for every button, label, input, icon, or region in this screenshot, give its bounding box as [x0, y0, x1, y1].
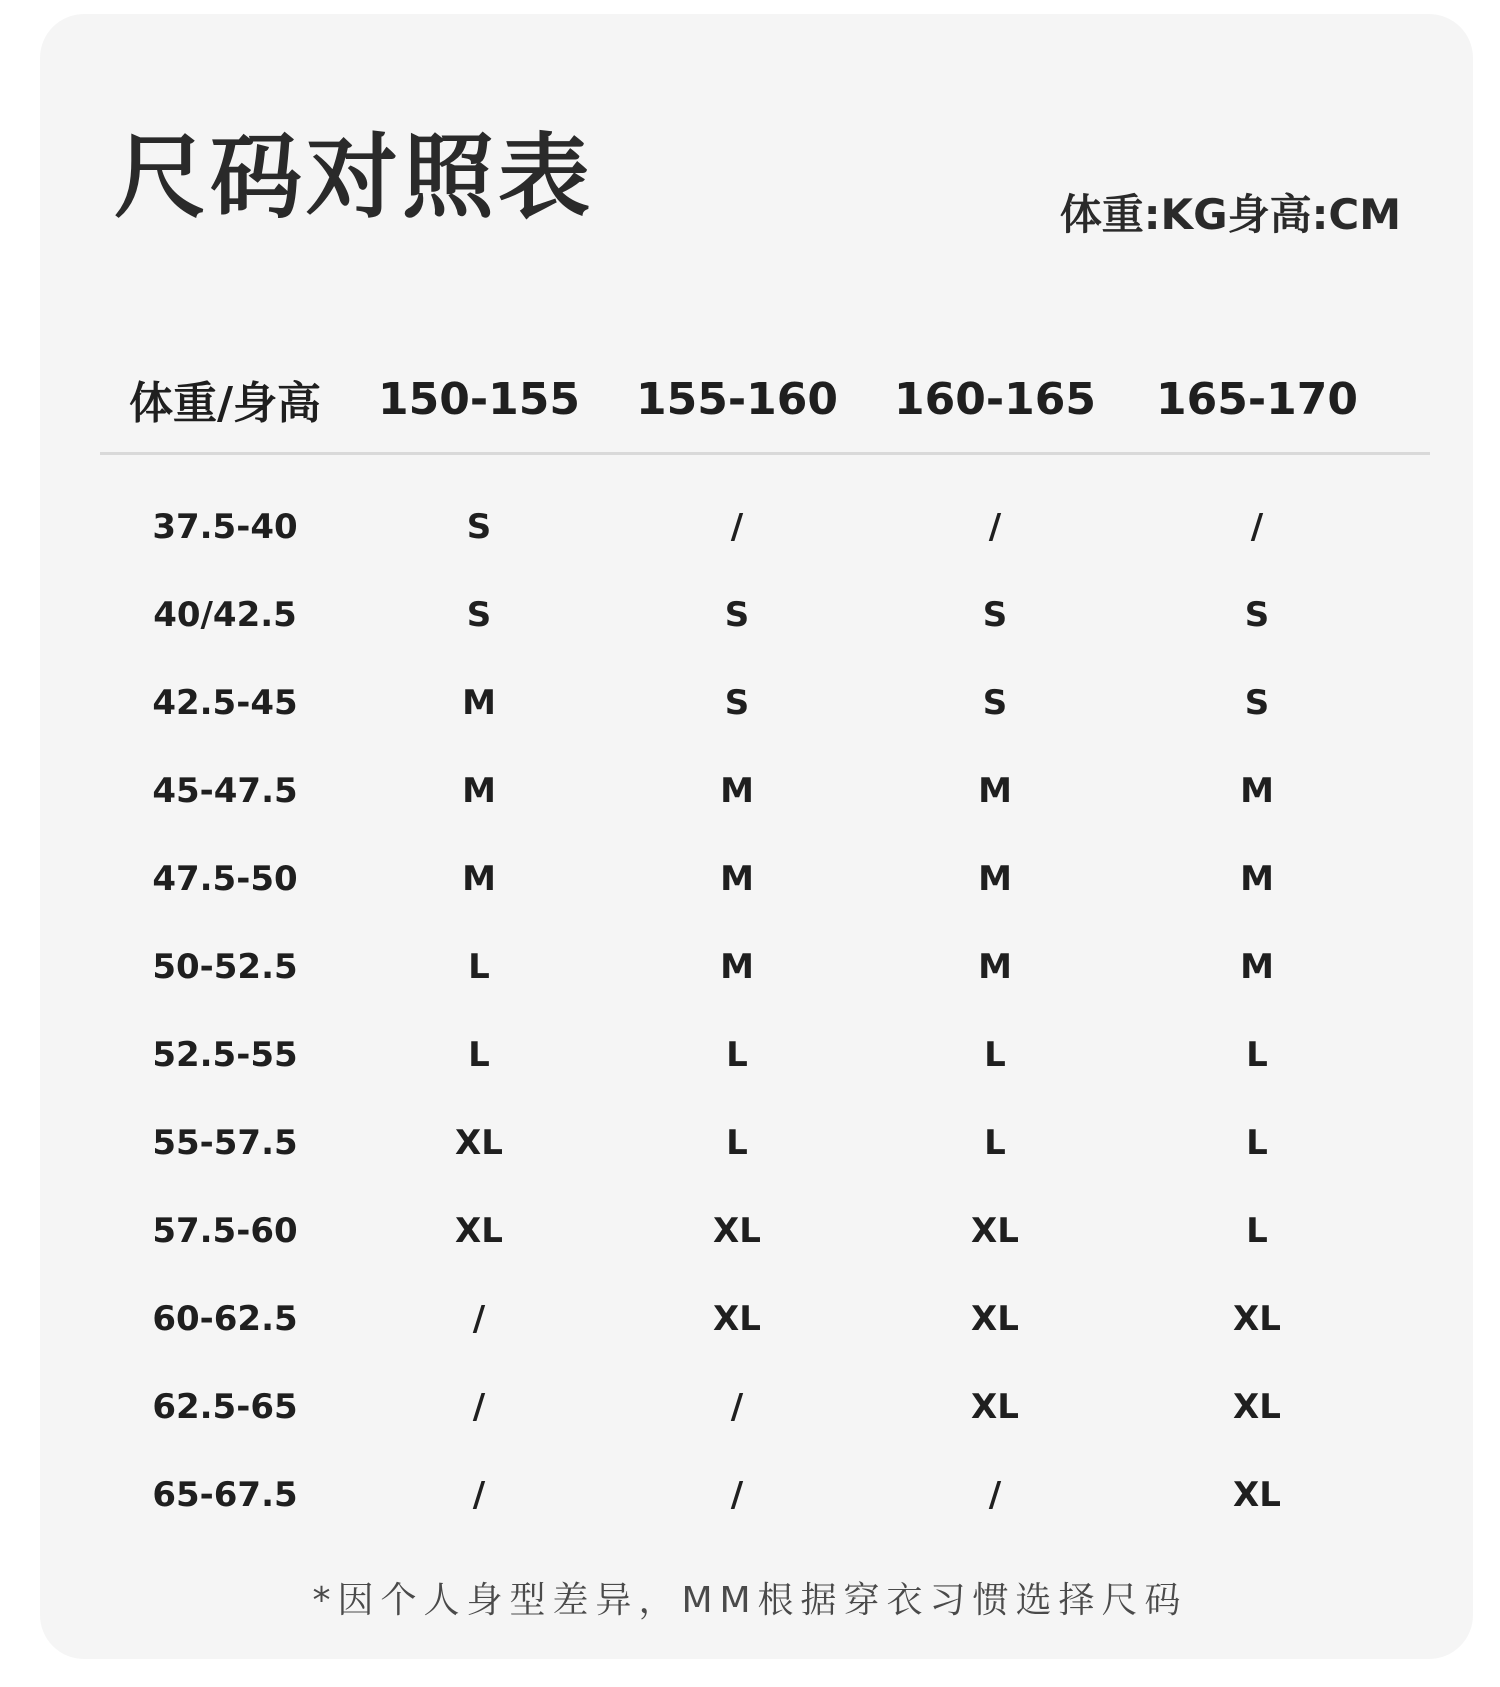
weight-cell: 52.5-55 — [152, 1035, 298, 1075]
header-height-4: 165-170 — [1156, 373, 1358, 425]
weight-cell: 65-67.5 — [152, 1475, 298, 1515]
size-cell: / — [988, 1475, 1002, 1515]
size-cell: XL — [971, 1387, 1019, 1427]
size-cell: L — [1246, 1035, 1268, 1075]
size-cell: M — [462, 771, 496, 811]
size-cell: XL — [1233, 1299, 1281, 1339]
page-title: 尺码对照表 — [114, 124, 595, 231]
size-cell: S — [1244, 595, 1270, 635]
size-cell: M — [462, 859, 496, 899]
weight-cell: 62.5-65 — [152, 1387, 298, 1427]
weight-cell: 45-47.5 — [152, 771, 298, 811]
size-cell: / — [730, 507, 744, 547]
table-row — [100, 1099, 1430, 1187]
size-cell: / — [472, 1299, 486, 1339]
size-cell: / — [730, 1387, 744, 1427]
footnote: *因个人身型差异，MM根据穿衣习惯选择尺码 — [312, 1580, 1188, 1621]
weight-cell: 47.5-50 — [152, 859, 298, 899]
size-cell: S — [982, 595, 1008, 635]
size-cell: / — [730, 1475, 744, 1515]
size-cell: M — [720, 859, 754, 899]
size-cell: M — [462, 683, 496, 723]
size-cell: / — [472, 1475, 486, 1515]
size-cell: XL — [1233, 1387, 1281, 1427]
size-cell: L — [1246, 1123, 1268, 1163]
header-divider — [100, 452, 1430, 455]
weight-cell: 60-62.5 — [152, 1299, 298, 1339]
table-row — [100, 571, 1430, 659]
size-cell: S — [466, 507, 492, 547]
size-cell: S — [1244, 683, 1270, 723]
table-row — [100, 747, 1430, 835]
size-cell: XL — [455, 1211, 503, 1251]
units-note: 体重:KG身高:CM — [1059, 190, 1401, 239]
table-row — [100, 1011, 1430, 1099]
size-cell: L — [984, 1035, 1006, 1075]
weight-cell: 50-52.5 — [152, 947, 298, 987]
size-cell: L — [468, 947, 490, 987]
weight-cell: 42.5-45 — [152, 683, 298, 723]
size-cell: M — [1240, 947, 1274, 987]
table-row — [100, 1275, 1430, 1363]
size-table — [100, 354, 1430, 1539]
size-cell: L — [726, 1035, 748, 1075]
weight-cell: 55-57.5 — [152, 1123, 298, 1163]
table-row — [100, 659, 1430, 747]
table-row — [100, 1187, 1430, 1275]
header-height-2: 155-160 — [636, 373, 838, 425]
size-cell: M — [720, 947, 754, 987]
table-row — [100, 483, 1430, 571]
table-row — [100, 923, 1430, 1011]
header-height-3: 160-165 — [894, 373, 1096, 425]
weight-cell: 57.5-60 — [152, 1211, 298, 1251]
size-cell: S — [724, 683, 750, 723]
size-cell: XL — [455, 1123, 503, 1163]
table-row — [100, 835, 1430, 923]
size-cell: XL — [1233, 1475, 1281, 1515]
table-row — [100, 1363, 1430, 1451]
size-cell: M — [1240, 771, 1274, 811]
size-cell: / — [988, 507, 1002, 547]
size-chart-card — [40, 14, 1473, 1659]
size-cell: S — [982, 683, 1008, 723]
size-cell: XL — [713, 1211, 761, 1251]
size-cell: XL — [971, 1211, 1019, 1251]
size-cell: M — [978, 771, 1012, 811]
weight-cell: 40/42.5 — [153, 595, 297, 635]
header-height-1: 150-155 — [378, 373, 580, 425]
weight-cell: 37.5-40 — [152, 507, 298, 547]
size-cell: L — [468, 1035, 490, 1075]
size-cell: M — [720, 771, 754, 811]
size-cell: / — [472, 1387, 486, 1427]
size-cell: L — [1246, 1211, 1268, 1251]
table-row — [100, 1451, 1430, 1539]
size-cell: M — [978, 947, 1012, 987]
size-cell: S — [466, 595, 492, 635]
size-cell: M — [978, 859, 1012, 899]
size-cell: S — [724, 595, 750, 635]
size-cell: XL — [713, 1299, 761, 1339]
size-cell: L — [984, 1123, 1006, 1163]
size-cell: L — [726, 1123, 748, 1163]
size-cell: M — [1240, 859, 1274, 899]
size-cell: XL — [971, 1299, 1019, 1339]
table-header-row — [100, 354, 1430, 444]
size-cell: / — [1250, 507, 1264, 547]
corner-label: 体重/身高 — [128, 378, 322, 429]
